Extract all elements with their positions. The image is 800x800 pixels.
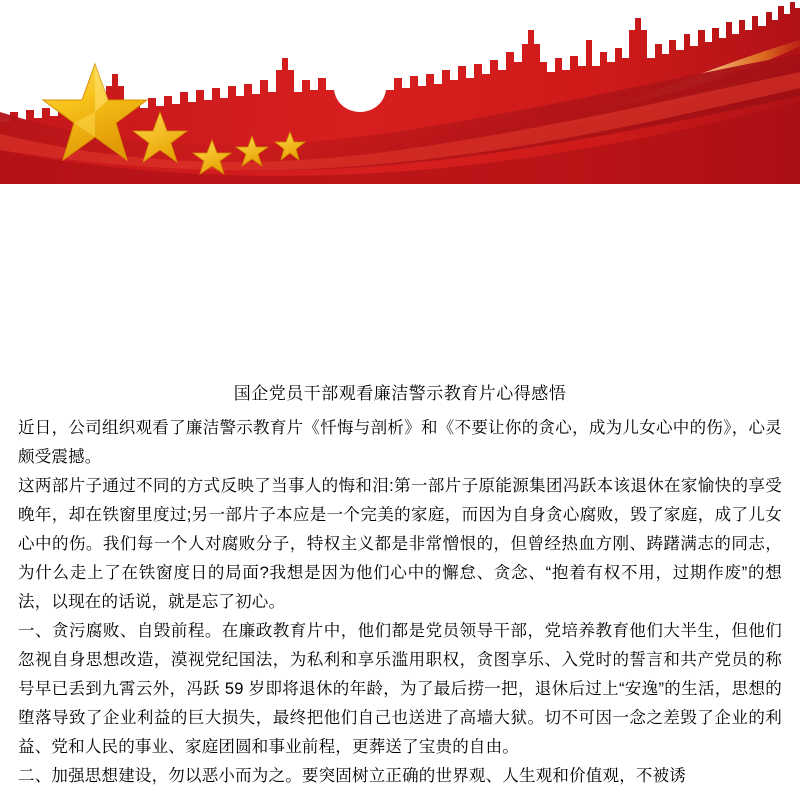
page-title: 国企党员干部观看廉洁警示教育片心得感悟 <box>233 384 567 403</box>
banner-bottom-edge <box>0 184 800 190</box>
paragraph-2: 这两部片子通过不同的方式反映了当事人的悔和泪:第一部片子原能源集团冯跃本该退休在家愉快的享受晚年，却在铁窗里度过;另一部片子本应是一个完美的家庭，而因为自身贪心腐败，毁了家庭，成了儿女心中的伤。我们每一个人对腐败分子，特权主义都是非常憎恨的，但曾经热血方刚、踌躇满志的同志，为什么走上了在铁窗度日的局面?我想是因为他们心中的懈怠、贪念、“抱着有权不用，过期作废”的想法，以现在的话说，就是忘了初心。 <box>18 477 782 611</box>
page-bottom-mask <box>0 788 800 800</box>
document-body <box>0 380 800 791</box>
paragraph-1: 近日，公司组织观看了廉洁警示教育片《忏悔与剖析》和《不要让你的贪心，成为儿女心中的伤》，心灵颇受震撼。 <box>18 419 782 466</box>
header-banner <box>0 0 800 190</box>
banner-graphic <box>0 0 800 190</box>
paragraph-3: 一、贪污腐败、自毁前程。在廉政教育片中，他们都是党员领导干部，党培养教育他们大半生，但他们忽视自身思想改造，漠视党纪国法，为私利和享乐滥用职权，贪图享乐、入党时的誓言和共产党员的称号早已丢到九霄云外，冯跃 59 岁即将退休的年龄，为了最后捞一把，退休后过上“安逸”的生活，思想的堕落导致了企业利益的巨大损失，最终把他们自己也送进了高墙大狱。切不可因一念之差毁了企业的利益、党和人民的事业、家庭团圆和事业前程，更葬送了宝贵的自由。 <box>18 622 782 756</box>
paragraph-4: 二、加强思想建设，勿以恶小而为之。要突固树立正确的世界观、人生观和价值观，不被诱 <box>18 767 686 785</box>
